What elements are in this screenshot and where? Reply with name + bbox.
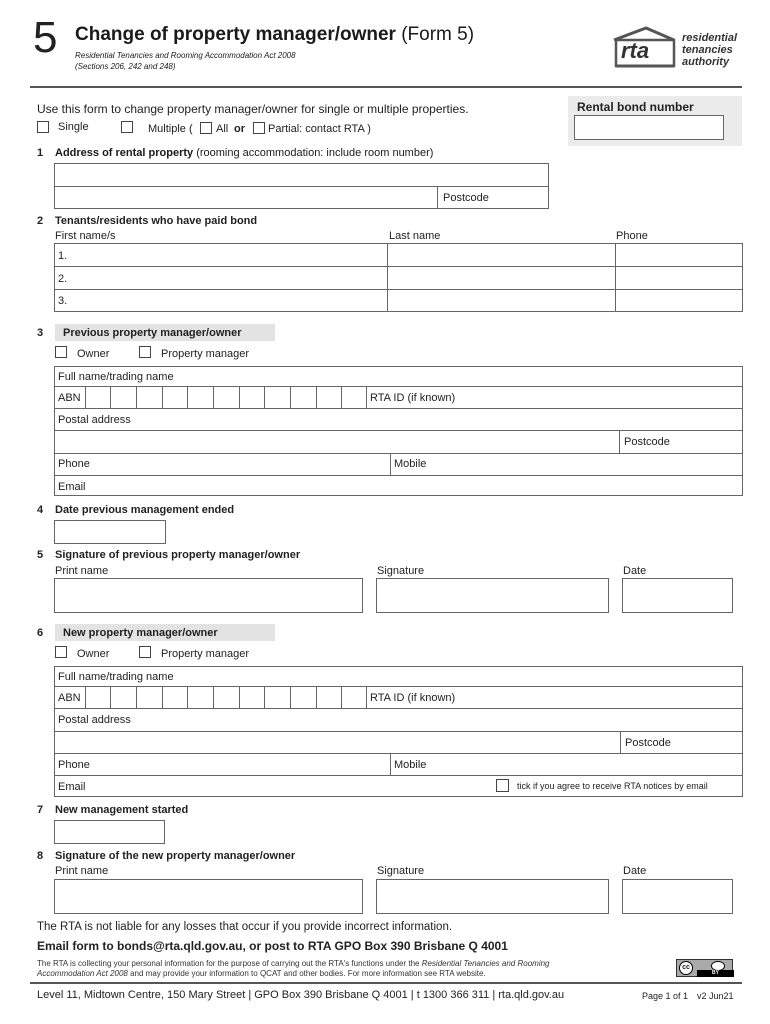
bond-label: Rental bond number [577, 100, 694, 114]
q6-rta-divider [366, 686, 367, 708]
abn-cell-divider [290, 686, 291, 708]
act-sections: (Sections 206, 242 and 248) [75, 62, 176, 71]
q3-mobile-divider [390, 453, 391, 475]
tenants-table[interactable] [54, 243, 743, 312]
q5-print-input[interactable] [54, 578, 363, 613]
multiple-checkbox[interactable] [121, 121, 133, 133]
page-title [75, 24, 474, 46]
q8-date-input[interactable] [622, 879, 733, 914]
q3-label: Previous property manager/owner [63, 327, 242, 339]
intro-text: Use this form to change property manager/owner for single or multiple properties. [37, 102, 469, 116]
privacy-line-1 [37, 959, 637, 969]
partial-checkbox[interactable] [253, 122, 265, 134]
abn-cell-divider [110, 386, 111, 408]
q6-rta-id-label: RTA ID (if known) [370, 692, 456, 704]
abn-cell-divider [162, 386, 163, 408]
abn-cell-divider [316, 386, 317, 408]
by-label: BY [697, 970, 734, 977]
cc-by-badge [676, 959, 733, 977]
q6-mobile-divider [390, 753, 391, 775]
q3-postal-label: Postal address [58, 414, 131, 426]
tenants-col-line-2 [615, 243, 616, 312]
rta-name-3: authority [682, 56, 730, 68]
q6-abn-label: ABN [58, 692, 81, 704]
q8-number: 8 [37, 850, 44, 862]
act-name: Residential Tenancies and Rooming Accommodation Act 2008 [75, 51, 296, 60]
title-normal: (Form 5) [395, 24, 475, 45]
rta-name-1: residential [682, 32, 738, 44]
q3-email-label: Email [58, 481, 86, 493]
q6-line-1 [54, 686, 743, 687]
tenants-row-line-2 [54, 289, 743, 290]
footer-address: Level 11, Midtown Centre, 150 Mary Street | GPO Box 390 Brisbane Q 4001 | t 1300 366 311 | rta.qld.gov.au [37, 989, 565, 1001]
footer-divider [30, 982, 742, 984]
liability-note: The RTA is not liable for any losses that occur if you provide incorrect information. [37, 921, 453, 933]
q1-number: 1 [37, 147, 44, 159]
privacy-1b: Residential Tenancies and Rooming [421, 959, 550, 968]
q6-label: New property manager/owner [63, 627, 218, 639]
q8-signature-input[interactable] [376, 879, 609, 914]
q6-manager-label: Property manager [161, 648, 250, 660]
cc-icon: cc [679, 961, 693, 975]
q4-label: Date previous management ended [55, 504, 235, 516]
privacy-2a: Accommodation Act 2008 [37, 969, 128, 978]
tenant-row-1: 1. [58, 250, 68, 262]
q6-email-consent-checkbox[interactable] [496, 779, 509, 792]
abn-cell-divider [162, 686, 163, 708]
abn-cell-divider [85, 386, 86, 408]
q3-manager-label: Property manager [161, 348, 250, 360]
q3-rta-id-label: RTA ID (if known) [370, 392, 456, 404]
q5-signature-input[interactable] [376, 578, 609, 613]
q3-mobile-label: Mobile [394, 458, 427, 470]
q6-fullname-label: Full name/trading name [58, 671, 174, 683]
or-label: or [234, 123, 245, 135]
abn-cell-divider [85, 686, 86, 708]
abn-cell-divider [264, 686, 265, 708]
q2-number: 2 [37, 215, 44, 227]
q8-label: Signature of the new property manager/owner [55, 850, 296, 862]
q4-date-input[interactable] [54, 520, 166, 544]
privacy-1a: The RTA is collecting your personal information for the purpose of carrying out the RTA's functions under the [37, 959, 422, 968]
abn-cell-divider [213, 686, 214, 708]
q7-date-input[interactable] [54, 820, 165, 844]
abn-cell-divider [136, 386, 137, 408]
abn-cell-divider [213, 386, 214, 408]
q6-line-4 [54, 753, 743, 754]
q1-label-main: Address of rental property [55, 147, 194, 159]
abn-cell-divider [290, 386, 291, 408]
q6-line-5 [54, 775, 743, 776]
q2-phone-header: Phone [616, 230, 648, 242]
q6-postcode-divider [620, 731, 621, 753]
q3-line-1 [54, 386, 743, 387]
title-bold: Change of property manager/owner [75, 24, 396, 45]
q6-owner-checkbox[interactable] [55, 646, 67, 658]
q7-label: New management started [55, 804, 189, 816]
q4-number: 4 [37, 504, 44, 516]
single-label: Single [58, 121, 89, 133]
form-number: 5 [33, 13, 58, 62]
multiple-label: Multiple ( [148, 123, 193, 135]
abn-cell-divider [136, 686, 137, 708]
q2-label: Tenants/residents who have paid bond [55, 215, 258, 227]
q5-print-label: Print name [55, 565, 109, 577]
q3-fullname-label: Full name/trading name [58, 371, 174, 383]
q8-signature-label: Signature [377, 865, 425, 877]
q6-manager-checkbox[interactable] [139, 646, 151, 658]
abn-cell-divider [341, 686, 342, 708]
q6-number: 6 [37, 627, 44, 639]
rta-logo-text: rta [621, 38, 650, 63]
q6-line-3 [54, 731, 743, 732]
q1-label-hint: (rooming accommodation: include room number) [193, 147, 434, 159]
q5-signature-label: Signature [377, 565, 425, 577]
tenants-row-line-1 [54, 266, 743, 267]
q6-phone-label: Phone [58, 759, 90, 771]
q7-number: 7 [37, 804, 44, 816]
q6-line-2 [54, 708, 743, 709]
all-checkbox[interactable] [200, 122, 212, 134]
q8-print-input[interactable] [54, 879, 363, 914]
q6-postcode-label: Postcode [625, 737, 671, 749]
bond-input[interactable] [574, 115, 724, 140]
tenants-col-line-1 [387, 243, 388, 312]
version-label: v2 Jun21 [697, 991, 734, 1001]
q3-owner-label: Owner [77, 348, 110, 360]
q1-label [55, 147, 433, 159]
q3-line-2 [54, 408, 743, 409]
privacy-2b: and may provide your information to QCAT and other bodies. For more information see RTA website. [127, 969, 486, 978]
q6-mobile-label: Mobile [394, 759, 427, 771]
address-mid-line [54, 186, 549, 187]
single-checkbox[interactable] [37, 121, 49, 133]
page-indicator: Page 1 of 1 [642, 991, 689, 1001]
privacy-line-2 [37, 969, 637, 979]
header-divider [30, 86, 742, 88]
q3-phone-label: Phone [58, 458, 90, 470]
q5-date-label: Date [623, 565, 647, 577]
q3-number: 3 [37, 327, 44, 339]
address-postcode-divider [437, 186, 438, 209]
abn-cell-divider [239, 386, 240, 408]
abn-cell-divider [187, 386, 188, 408]
tenant-row-2: 2. [58, 273, 68, 285]
q6-owner-label: Owner [77, 648, 110, 660]
tenant-row-3: 3. [58, 295, 68, 307]
q3-postcode-label: Postcode [624, 436, 670, 448]
q3-rta-divider [366, 386, 367, 408]
q5-number: 5 [37, 549, 44, 561]
all-label: All [216, 123, 229, 135]
q3-line-3 [54, 430, 743, 431]
q3-line-4 [54, 453, 743, 454]
abn-cell-divider [239, 686, 240, 708]
q2-first-name-header: First name/s [55, 230, 116, 242]
q3-abn-label: ABN [58, 392, 81, 404]
abn-cell-divider [316, 686, 317, 708]
address-postcode-label: Postcode [443, 192, 489, 204]
q5-label: Signature of previous property manager/owner [55, 549, 301, 561]
abn-cell-divider [110, 686, 111, 708]
q3-line-5 [54, 475, 743, 476]
q8-date-label: Date [623, 865, 647, 877]
email-instructions: Email form to bonds@rta.qld.gov.au, or post to RTA GPO Box 390 Brisbane Q 4001 [37, 939, 508, 953]
privacy-note [37, 959, 637, 979]
partial-label: Partial: contact RTA ) [268, 123, 371, 135]
q6-postal-label: Postal address [58, 714, 131, 726]
q3-manager-checkbox[interactable] [139, 346, 151, 358]
rta-logo [610, 24, 740, 74]
q6-email-label: Email [58, 781, 86, 793]
q6-email-consent-label: tick if you agree to receive RTA notices by email [517, 781, 708, 791]
rta-name-2: tenancies [682, 44, 733, 56]
abn-cell-divider [187, 686, 188, 708]
q8-print-label: Print name [55, 865, 109, 877]
q2-last-name-header: Last name [389, 230, 441, 242]
q3-owner-checkbox[interactable] [55, 346, 67, 358]
q3-postcode-divider [619, 430, 620, 453]
q5-date-input[interactable] [622, 578, 733, 613]
abn-cell-divider [341, 386, 342, 408]
abn-cell-divider [264, 386, 265, 408]
